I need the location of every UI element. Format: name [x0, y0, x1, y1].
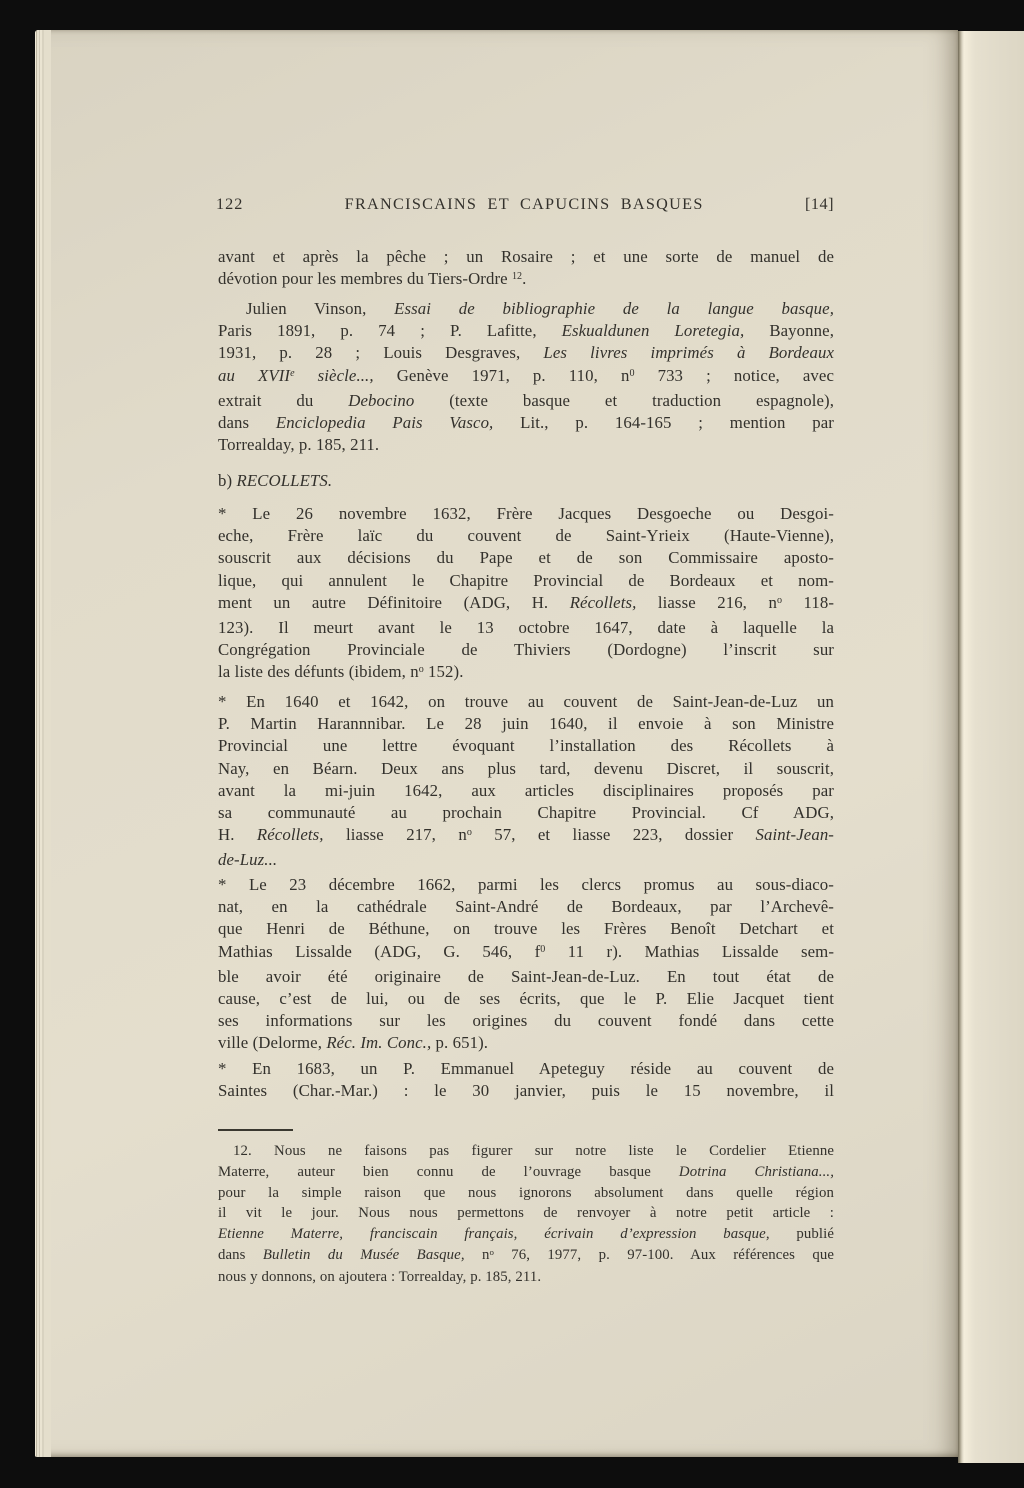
text-line [218, 365, 834, 390]
book-page [35, 30, 958, 1457]
text-run: la liste des défunts (ibidem, n [218, 662, 419, 682]
text-run: Paris 1891, p. 74 ; P. Lafitte, [218, 321, 562, 341]
footnote [218, 1141, 834, 1288]
text-run: 123). Il meurt avant le 13 octobre 1647, date à laquelle la [218, 618, 834, 638]
text-run: P. Martin Harannnibar. Le 28 juin 1640, il envoie à son Ministre [218, 714, 834, 734]
text-line [218, 966, 834, 988]
text-line [218, 941, 834, 966]
text-run: publié [769, 1226, 835, 1243]
text-run: Mathias Lissalde (ADG, G. 546, f [218, 941, 541, 961]
text-run: liasse 216, n [636, 592, 777, 612]
text-run: o [466, 827, 472, 839]
text-line [218, 470, 834, 492]
text-run: b) [218, 471, 237, 490]
text-run: cause, c’est de lui, ou de ses écrits, que le P. Elie Jacquet tient [218, 989, 834, 1009]
text-run: n [464, 1246, 490, 1263]
text-line [218, 268, 834, 293]
text-run: Eskualdunen Loretegia, [561, 321, 745, 341]
text-run: Genève 1971, p. 110, n [373, 365, 630, 385]
text-run: Récollets, [569, 592, 637, 612]
text-run: nat, en la cathédrale Saint-André de Bordeaux, par l’Archevê- [218, 897, 834, 917]
page-number: 122 [216, 195, 244, 213]
text-line [218, 246, 834, 268]
text-run: 0 [540, 943, 546, 955]
text-line [218, 503, 834, 525]
text-line [218, 780, 834, 802]
body-paragraph [218, 246, 834, 293]
text-run: 1931, p. 28 ; Louis Desgraves, [218, 343, 544, 363]
body-paragraph [218, 503, 834, 687]
text-line [218, 896, 834, 918]
text-line [218, 1010, 834, 1032]
text-run: Saint-Jean- [755, 825, 834, 845]
text-run: de-Luz... [218, 850, 278, 870]
text-run: Essai de bibliographie de la langue basque, [394, 299, 834, 318]
text-run: * Le 23 décembre 1662, parmi les clercs promus au sous-diaco- [218, 875, 834, 894]
running-title: FRANCISCAINS ET CAPUCINS BASQUES [344, 195, 704, 213]
text-line [218, 849, 834, 871]
text-run: Dotrina Christiana..., [678, 1163, 834, 1180]
text-run: 118- [782, 592, 835, 612]
text-run: pour la simple raison que nous ignorons absolument dans quelle région [218, 1184, 834, 1201]
text-line [218, 758, 834, 780]
text-run: Congrégation Provinciale de Thiviers (Dordogne) l’inscrit sur [218, 640, 834, 660]
text-run: siècle..., [294, 365, 374, 385]
text-run: 11 r). Mathias Lissalde sem- [545, 941, 835, 961]
text-line [218, 1203, 834, 1224]
running-header [216, 194, 834, 215]
text-run: Debocino [348, 390, 415, 410]
text-line [218, 1080, 834, 1102]
text-run: p. 651). [431, 1033, 489, 1053]
text-run: Materre, auteur bien connu de l’ouvrage basque [218, 1163, 679, 1180]
text-line [218, 570, 834, 592]
text-run: que Henri de Béthune, on trouve les Frères Benoît Detchart et [218, 919, 834, 939]
text-run: extrait du [218, 390, 349, 410]
text-line [218, 342, 834, 364]
text-line [218, 1183, 834, 1204]
text-run: H. [218, 825, 257, 845]
body-paragraph [218, 874, 834, 1055]
text-line [218, 1245, 834, 1267]
body-paragraph [218, 1058, 834, 1102]
text-run: Réc. Im. Conc., [326, 1033, 432, 1053]
body-paragraph [218, 691, 834, 872]
text-run: Provincial une lettre évoquant l’installation des Récollets à [218, 736, 834, 756]
text-run: 152). [423, 662, 464, 682]
text-run: * En 1683, un P. Emmanuel Apeteguy réside au couvent de [218, 1059, 834, 1078]
text-run: (texte basque et traduction espagnole), [414, 390, 834, 410]
text-run: sa communauté au prochain Chapitre Provincial. Cf ADG, [218, 803, 834, 823]
text-run: dévotion pour les membres du Tiers-Ordre [218, 269, 513, 289]
text-run: il vit le jour. Nous nous permettons de renvoyer à notre petit article : [218, 1205, 834, 1222]
text-run: avant et après la pêche ; un Rosaire ; et une sorte de manuel de [218, 247, 834, 266]
bracket-page-marker: [14] [805, 195, 834, 213]
text-run: o [489, 1246, 494, 1257]
text-run: nous y donnons, on ajoutera : Torrealday, p. 185, 211. [218, 1268, 542, 1285]
text-run: avant la mi-juin 1642, aux articles disciplinaires proposés par [218, 780, 834, 800]
text-run: * Le 26 novembre 1632, Frère Jacques Desgoeche ou Desgoi- [218, 504, 834, 523]
text-line [218, 617, 834, 639]
text-run: Bulletin du Musée Basque, [262, 1246, 465, 1263]
text-line [218, 874, 834, 896]
text-run: o [776, 594, 782, 606]
text-run: e [290, 367, 295, 379]
text-line [218, 802, 834, 824]
text-line [218, 1162, 834, 1183]
text-line [218, 735, 834, 757]
text-line [218, 547, 834, 569]
text-line [218, 1267, 834, 1288]
text-line [218, 824, 834, 849]
text-run: Bayonne, [744, 321, 834, 341]
facing-page-edge [958, 31, 1024, 1463]
section-heading [218, 470, 834, 492]
text-run: liasse 217, n [323, 825, 467, 845]
text-run: Saintes (Char.-Mar.) : le 30 janvier, puis le 15 novembre, il [218, 1081, 834, 1101]
text-line [218, 713, 834, 735]
text-line [218, 639, 834, 661]
text-run: Enciclopedia Pais Vasco, [275, 413, 494, 433]
text-run: ville (Delorme, [218, 1033, 327, 1053]
text-run: ble avoir été originaire de Saint-Jean-de-Luz. En tout état de [218, 966, 834, 986]
text-line [218, 412, 834, 434]
body-paragraph [218, 298, 834, 456]
text-run: Nay, en Béarn. Deux ans plus tard, devenu Discret, il souscrit, [218, 758, 834, 778]
text-run: 12. Nous ne faisons pas figurer sur notre liste le Cordelier Etienne [233, 1143, 834, 1159]
text-run: 57, et liasse 223, dossier [471, 825, 756, 845]
page-edge-stack [35, 30, 51, 1457]
text-run: Torrealday, p. 185, 211. [218, 435, 380, 455]
text-run: o [418, 664, 424, 676]
text-line [218, 592, 834, 617]
text-run: Récollets, [256, 825, 324, 845]
text-run: * En 1640 et 1642, on trouve au couvent de Saint-Jean-de-Luz un [218, 692, 834, 711]
text-line [218, 918, 834, 940]
text-line [218, 1224, 834, 1245]
footnote-rule [218, 1129, 293, 1131]
text-line [218, 1141, 834, 1162]
text-run: 12 [512, 271, 523, 283]
text-run: Les livres imprimés à Bordeaux [543, 343, 835, 363]
text-run: Etienne Materre, franciscain français, écrivain d’expression basque, [218, 1226, 770, 1243]
text-line [218, 691, 834, 713]
text-run: 733 ; notice, avec [634, 365, 835, 385]
text-run: au XVII [218, 365, 291, 385]
text-run: 76, 1977, p. 97-100. Aux références que [493, 1246, 834, 1263]
text-line [218, 525, 834, 547]
text-run: ment un autre Définitoire (ADG, H. [218, 592, 570, 612]
text-run: souscrit aux décisions du Pape et de son Commissaire aposto- [218, 548, 834, 568]
text-run: ses informations sur les origines du couvent fondé dans cette [218, 1011, 834, 1031]
text-line [218, 320, 834, 342]
text-line [218, 1058, 834, 1080]
text-line [218, 1032, 834, 1054]
text-line [218, 661, 834, 686]
text-line [218, 298, 834, 320]
text-run: Lit., p. 164-165 ; mention par [493, 413, 834, 433]
text-run: dans [218, 413, 276, 433]
text-run: RECOLLETS. [236, 471, 333, 490]
text-line [218, 988, 834, 1010]
text-run: dans [218, 1246, 263, 1263]
text-run: 0 [629, 367, 635, 379]
text-run: . [522, 269, 527, 289]
text-line [218, 434, 834, 456]
text-run: lique, qui annulent le Chapitre Provincial de Bordeaux et nom- [218, 570, 834, 590]
text-run: Julien Vinson, [246, 299, 395, 318]
text-line [218, 390, 834, 412]
text-run: eche, Frère laïc du couvent de Saint-Yrieix (Haute-Vienne), [218, 526, 834, 546]
